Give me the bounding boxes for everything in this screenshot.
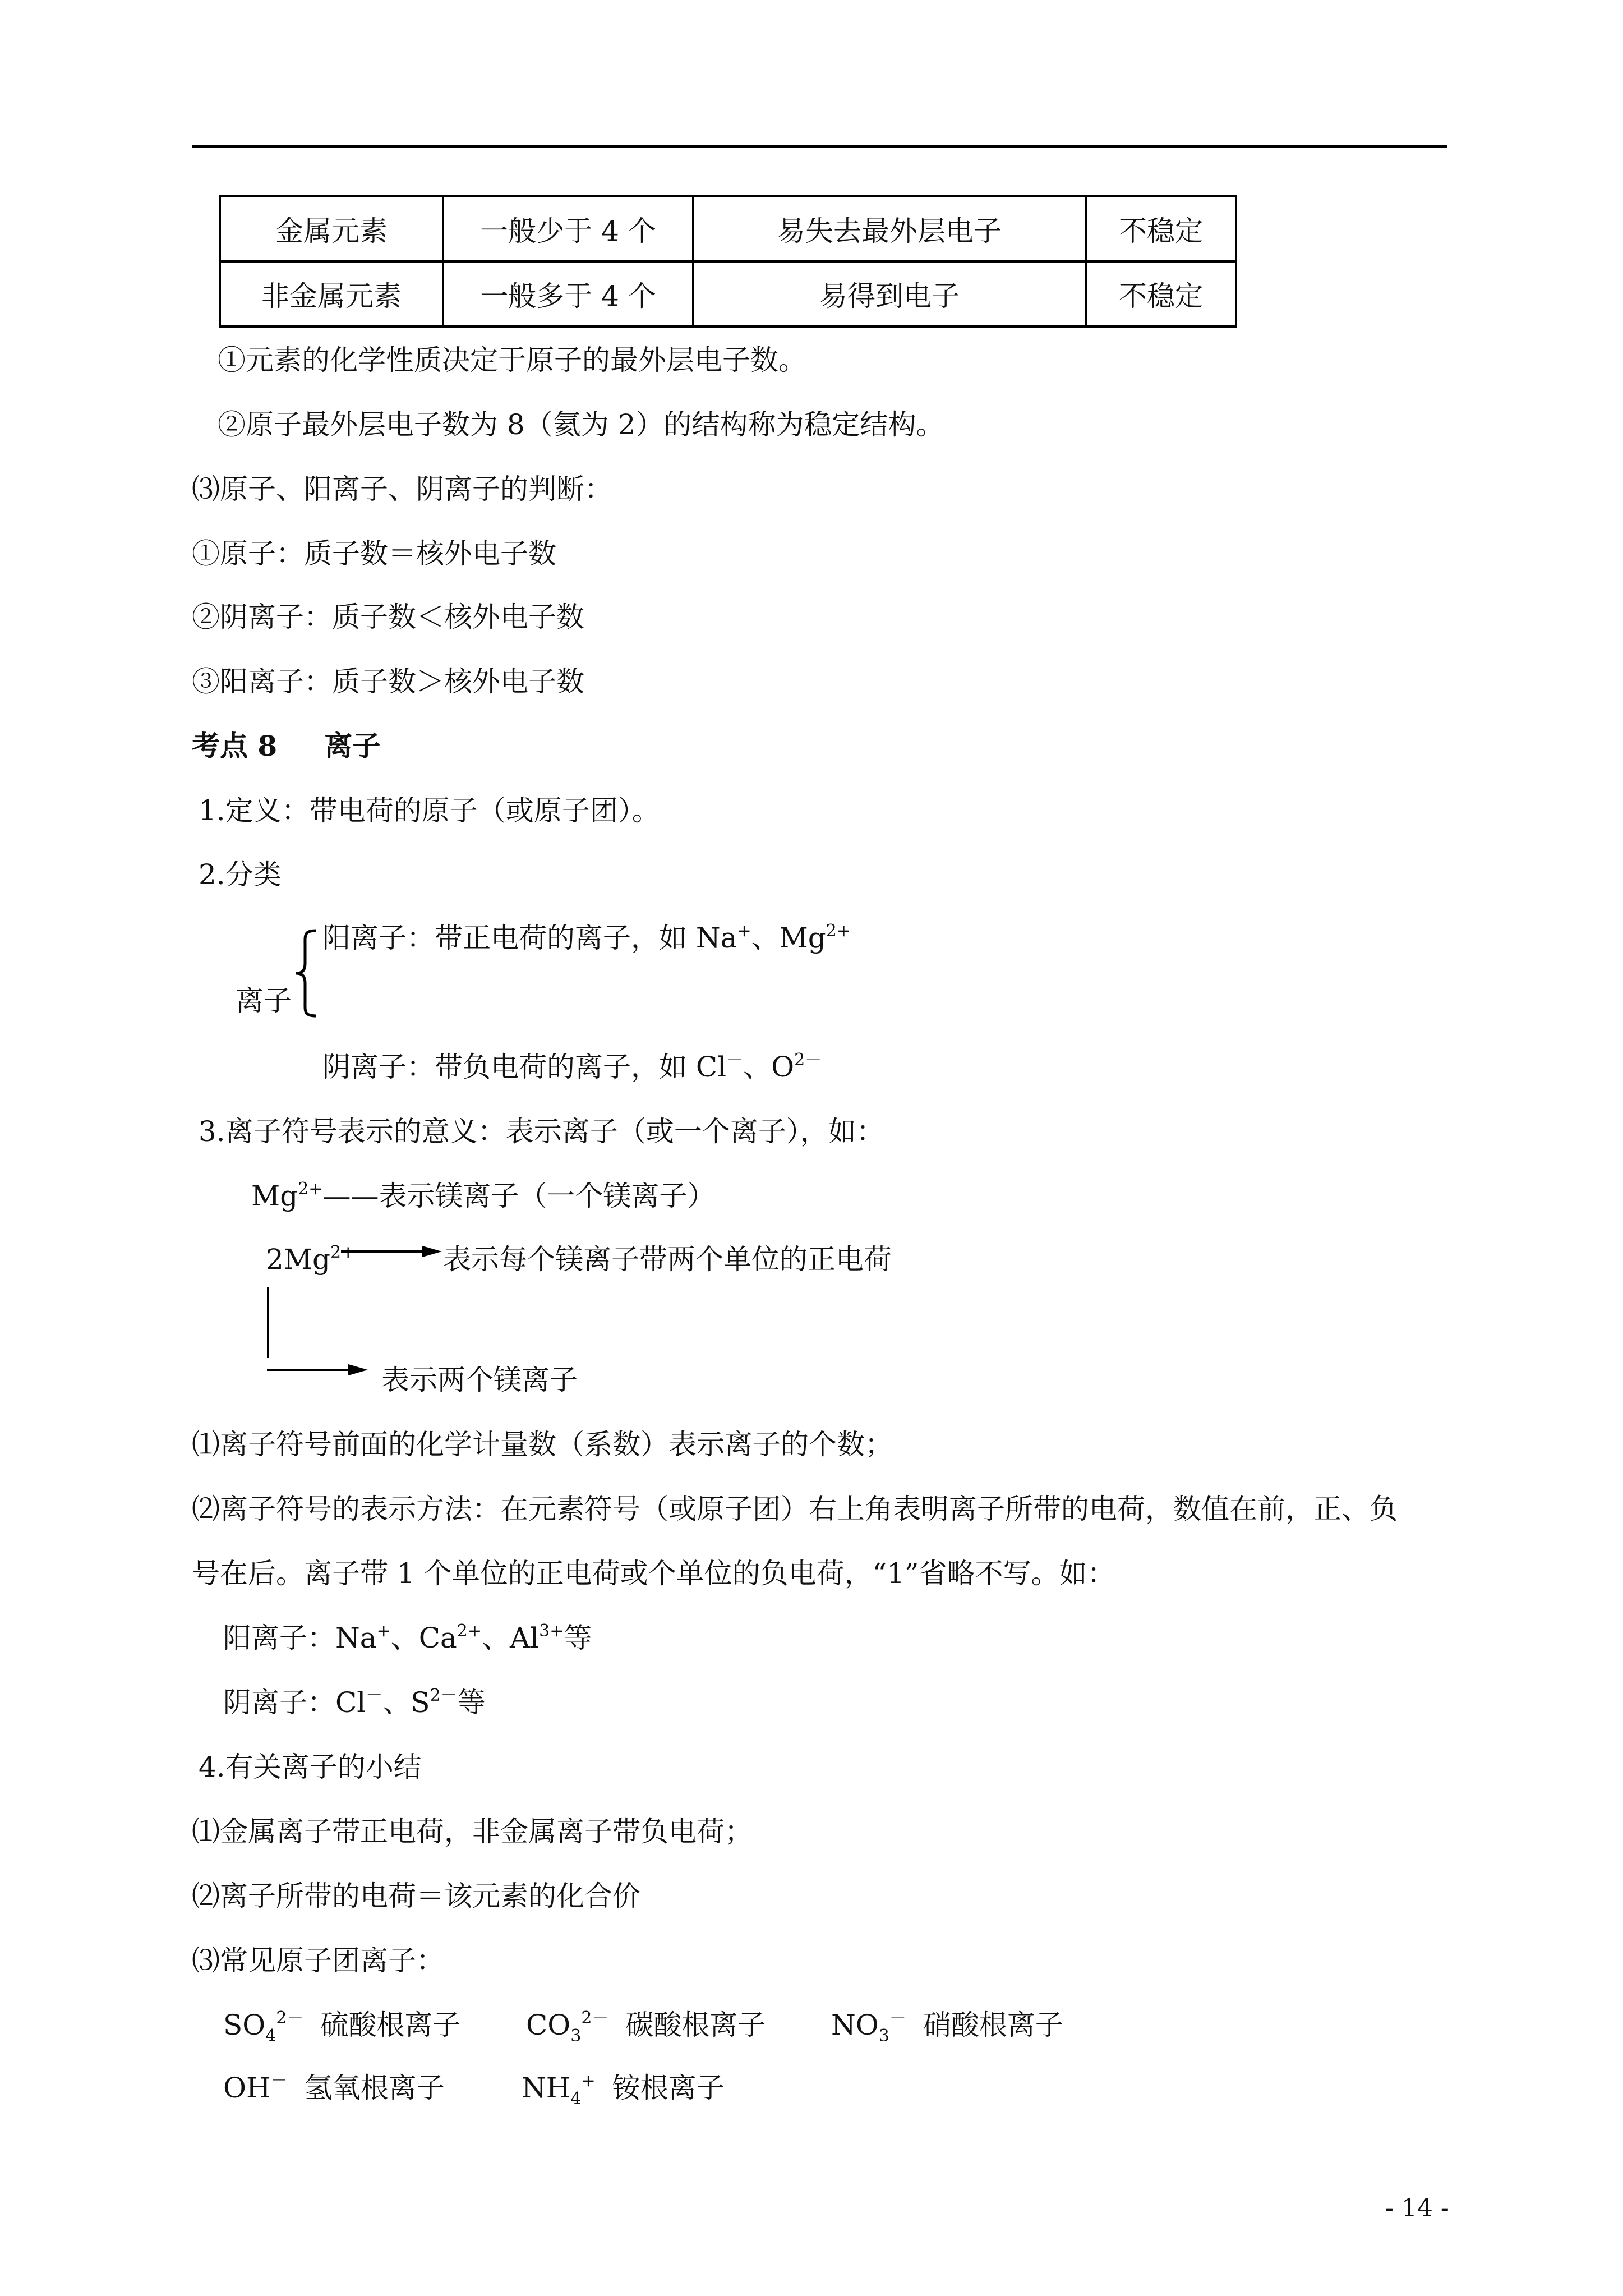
note-2: ②原子最外层电子数为 8（氦为 2）的结构称为稳定结构。 [218,408,944,441]
ion-label: 离子 [236,984,292,1017]
summary-item-3: ⑶常见原子团离子： [192,1944,444,1977]
mg2-symbol: $2Mg^{2+}$ [266,1243,356,1276]
cation-examples: 阳离子：Na+、$Ca^{2+}$、$Al^{3+}$等 [223,1621,592,1654]
table-cell: 非金属元素 [220,261,443,326]
ion-symbol-meaning: 3.离子符号表示的意义：表示离子（或一个离子），如： [199,1115,884,1148]
cation-definition: 阳离子：带正电荷的离子，如 Na+、$Mg^{2+}$ [322,921,851,954]
connector-line [267,1287,269,1358]
table-cell: 金属元素 [220,196,443,261]
rule-2-continued: 号在后。离子带 1 个单位的正电荷或个单位的负电荷，“1”省略不写。如： [192,1557,1115,1590]
radical-sulfate: $SO_4^{2-}$ 硫酸根离子 [223,2008,461,2046]
brace-icon [293,928,321,1018]
radical-ammonium: $NH_4^+$ 铵根离子 [522,2071,725,2109]
page-number: - 14 - [1385,2194,1449,2223]
summary-item-2: ⑵离子所带的电荷＝该元素的化合价 [192,1880,640,1912]
table-cell: 易得到电子 [693,261,1086,326]
mg2-count-meaning: 表示两个镁离子 [381,1364,578,1396]
summary-item-1: ⑴金属离子带正电荷，非金属离子带负电荷； [192,1815,753,1848]
note-1: ①元素的化学性质决定于原子的最外层电子数。 [218,344,806,376]
table-row [220,261,1236,326]
judge-item-2: ②阴离子：质子数＜核外电子数 [192,601,584,633]
element-properties-table [219,195,1237,328]
summary-title: 4.有关离子的小结 [199,1751,422,1783]
table-cell: 一般少于 4 个 [443,196,693,261]
table-cell: 一般多于 4 个 [443,261,693,326]
mg2-charge-meaning: 表示每个镁离子带两个单位的正电荷 [443,1243,892,1276]
radical-carbonate: $CO_3^{2-}$ 碳酸根离子 [526,2008,766,2046]
rule-2: ⑵离子符号的表示方法：在元素符号（或原子团）右上角表明离子所带的电荷，数值在前，正、负 [192,1493,1398,1525]
ion-definition: 1.定义：带电荷的原子（或原子团）。 [199,794,660,827]
section-title: 离子 [324,729,381,762]
ion-classification: 2.分类 [199,858,282,891]
anion-examples: 阴离子：Cl－、$S^{2-}$等 [223,1686,486,1719]
anion-definition: 阴离子：带负电荷的离子，如 Cl－、$O^{2-}$ [322,1050,822,1083]
judge-item-1: ①原子：质子数＝核外电子数 [192,537,556,570]
radical-nitrate: $NO_3^-$ 硝酸根离子 [831,2008,1063,2046]
judge-title: ⑶原子、阳离子、阴离子的判断： [192,473,612,505]
table-cell: 不稳定 [1086,261,1236,326]
rule-1: ⑴离子符号前面的化学计量数（系数）表示离子的个数； [192,1428,893,1461]
table-cell: 不稳定 [1086,196,1236,261]
section-number: 考点 8 [192,729,278,762]
right-arrow-icon [341,1243,442,1260]
right-arrow-icon [267,1361,368,1378]
header-rule [192,145,1447,148]
section-heading [192,728,380,764]
radical-hydroxide: OH－ 氢氧根离子 [223,2071,445,2104]
table-row [220,196,1236,261]
table-cell: 易失去最外层电子 [693,196,1086,261]
judge-item-3: ③阳离子：质子数＞核外电子数 [192,665,584,698]
mg-example: $Mg^{2+}——$表示镁离子（一个镁离子） [251,1179,716,1212]
